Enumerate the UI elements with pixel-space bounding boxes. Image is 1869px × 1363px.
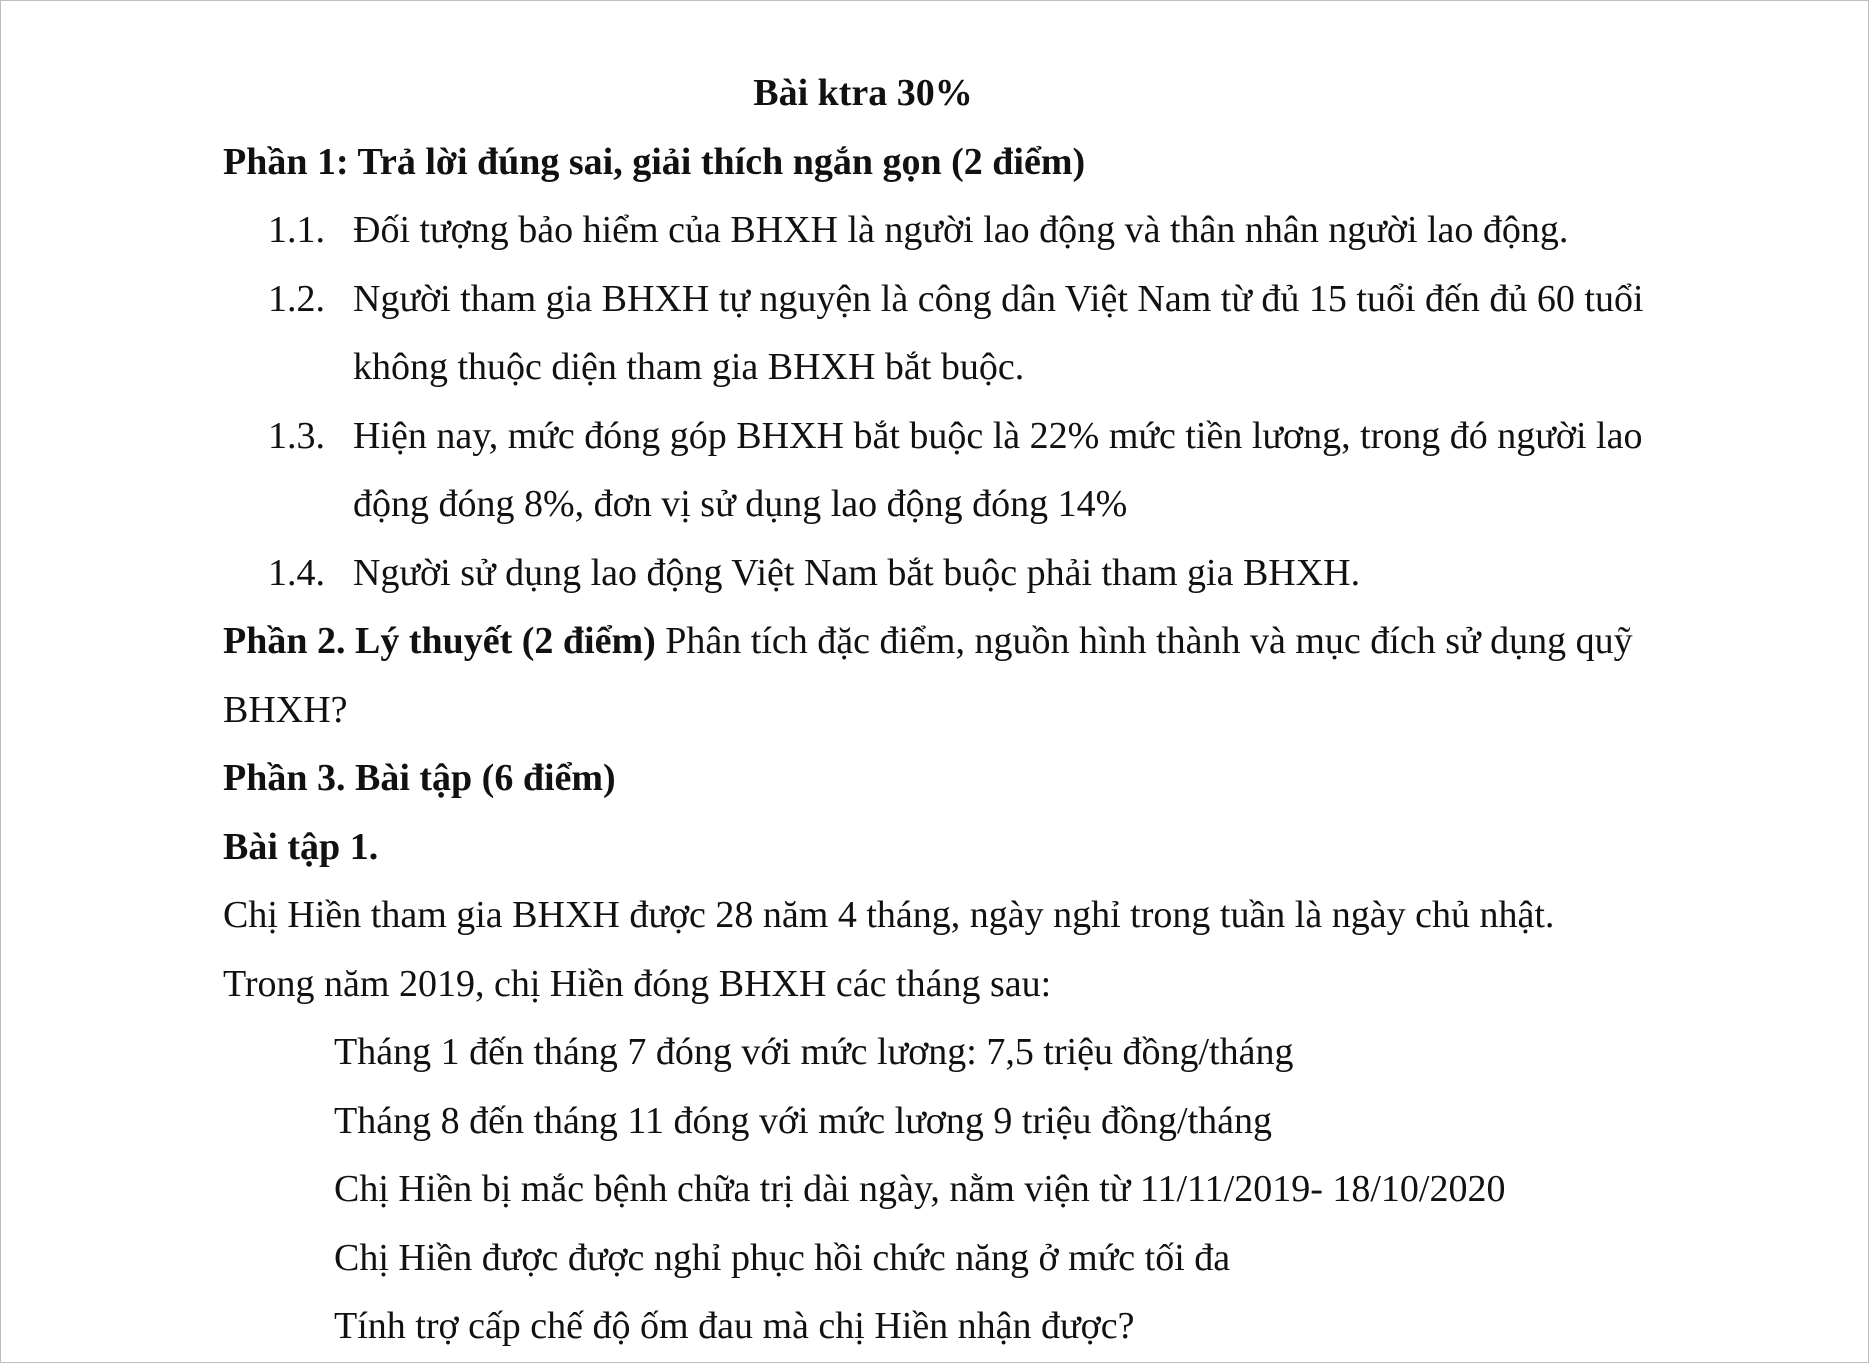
part2-text: Phân tích đặc điểm, nguồn hình thành và mục đích sử dụng quỹ BHXH? [223,620,1633,731]
list-item-text: Người tham gia BHXH tự nguyện là công dân Việt Nam từ đủ 15 tuổi đến đủ 60 tuổi không thuộc diện tham gia BHXH bắt buộc. [353,277,1644,388]
exercise-detail: Chị Hiền bị mắc bệnh chữa trị dài ngày, nằm viện từ 11/11/2019- 18/10/2020 [334,1168,1506,1210]
list-item-number: 1.1. [268,209,325,251]
part2-heading: Phần 2. Lý thuyết (2 điểm) [223,620,656,662]
exercise-detail: Tháng 8 đến tháng 11 đóng với mức lương 9 triệu đồng/tháng [334,1099,1272,1142]
list-item-text: Người sử dụng lao động Việt Nam bắt buộc phải tham gia BHXH. [353,551,1361,594]
list-item [223,539,1663,608]
list-item-number: 1.4. [268,551,325,594]
exercise-intro-2: Trong năm 2019, chị Hiền đóng BHXH các tháng sau: [223,962,1052,1005]
document-title: Bài ktra 30% [753,72,973,114]
list-item [223,265,1663,402]
exercise-title: Bài tập 1. [223,825,379,868]
exercise-detail: Tháng 1 đến tháng 7 đóng với mức lương: 7,5 triệu đồng/tháng [334,1031,1294,1073]
part3-heading: Phần 3. Bài tập (6 điểm) [223,757,616,799]
part2-paragraph [223,607,1653,744]
list-item-text: Hiện nay, mức đóng góp BHXH bắt buộc là 22% mức tiền lương, trong đó người lao động đóng 8%, đơn vị sử dụng lao động đóng 14% [353,414,1643,525]
exercise-intro-1: Chị Hiền tham gia BHXH được 28 năm 4 tháng, ngày nghỉ trong tuần là ngày chủ nhật. [223,894,1555,936]
list-item-text: Đối tượng bảo hiểm của BHXH là người lao động và thân nhân người lao động. [353,209,1569,251]
exercise-question: Tính trợ cấp chế độ ốm đau mà chị Hiền nhận được? [334,1305,1135,1347]
list-item [223,402,1663,539]
list-item-number: 1.2. [268,277,325,320]
list-item-number: 1.3. [268,414,325,457]
exercise-detail: Chị Hiền được được nghỉ phục hồi chức năng ở mức tối đa [334,1236,1231,1279]
list-item [223,196,1663,265]
part1-heading: Phần 1: Trả lời đúng sai, giải thích ngắn gọn (2 điểm) [223,140,1086,183]
document-body [223,59,1663,1361]
